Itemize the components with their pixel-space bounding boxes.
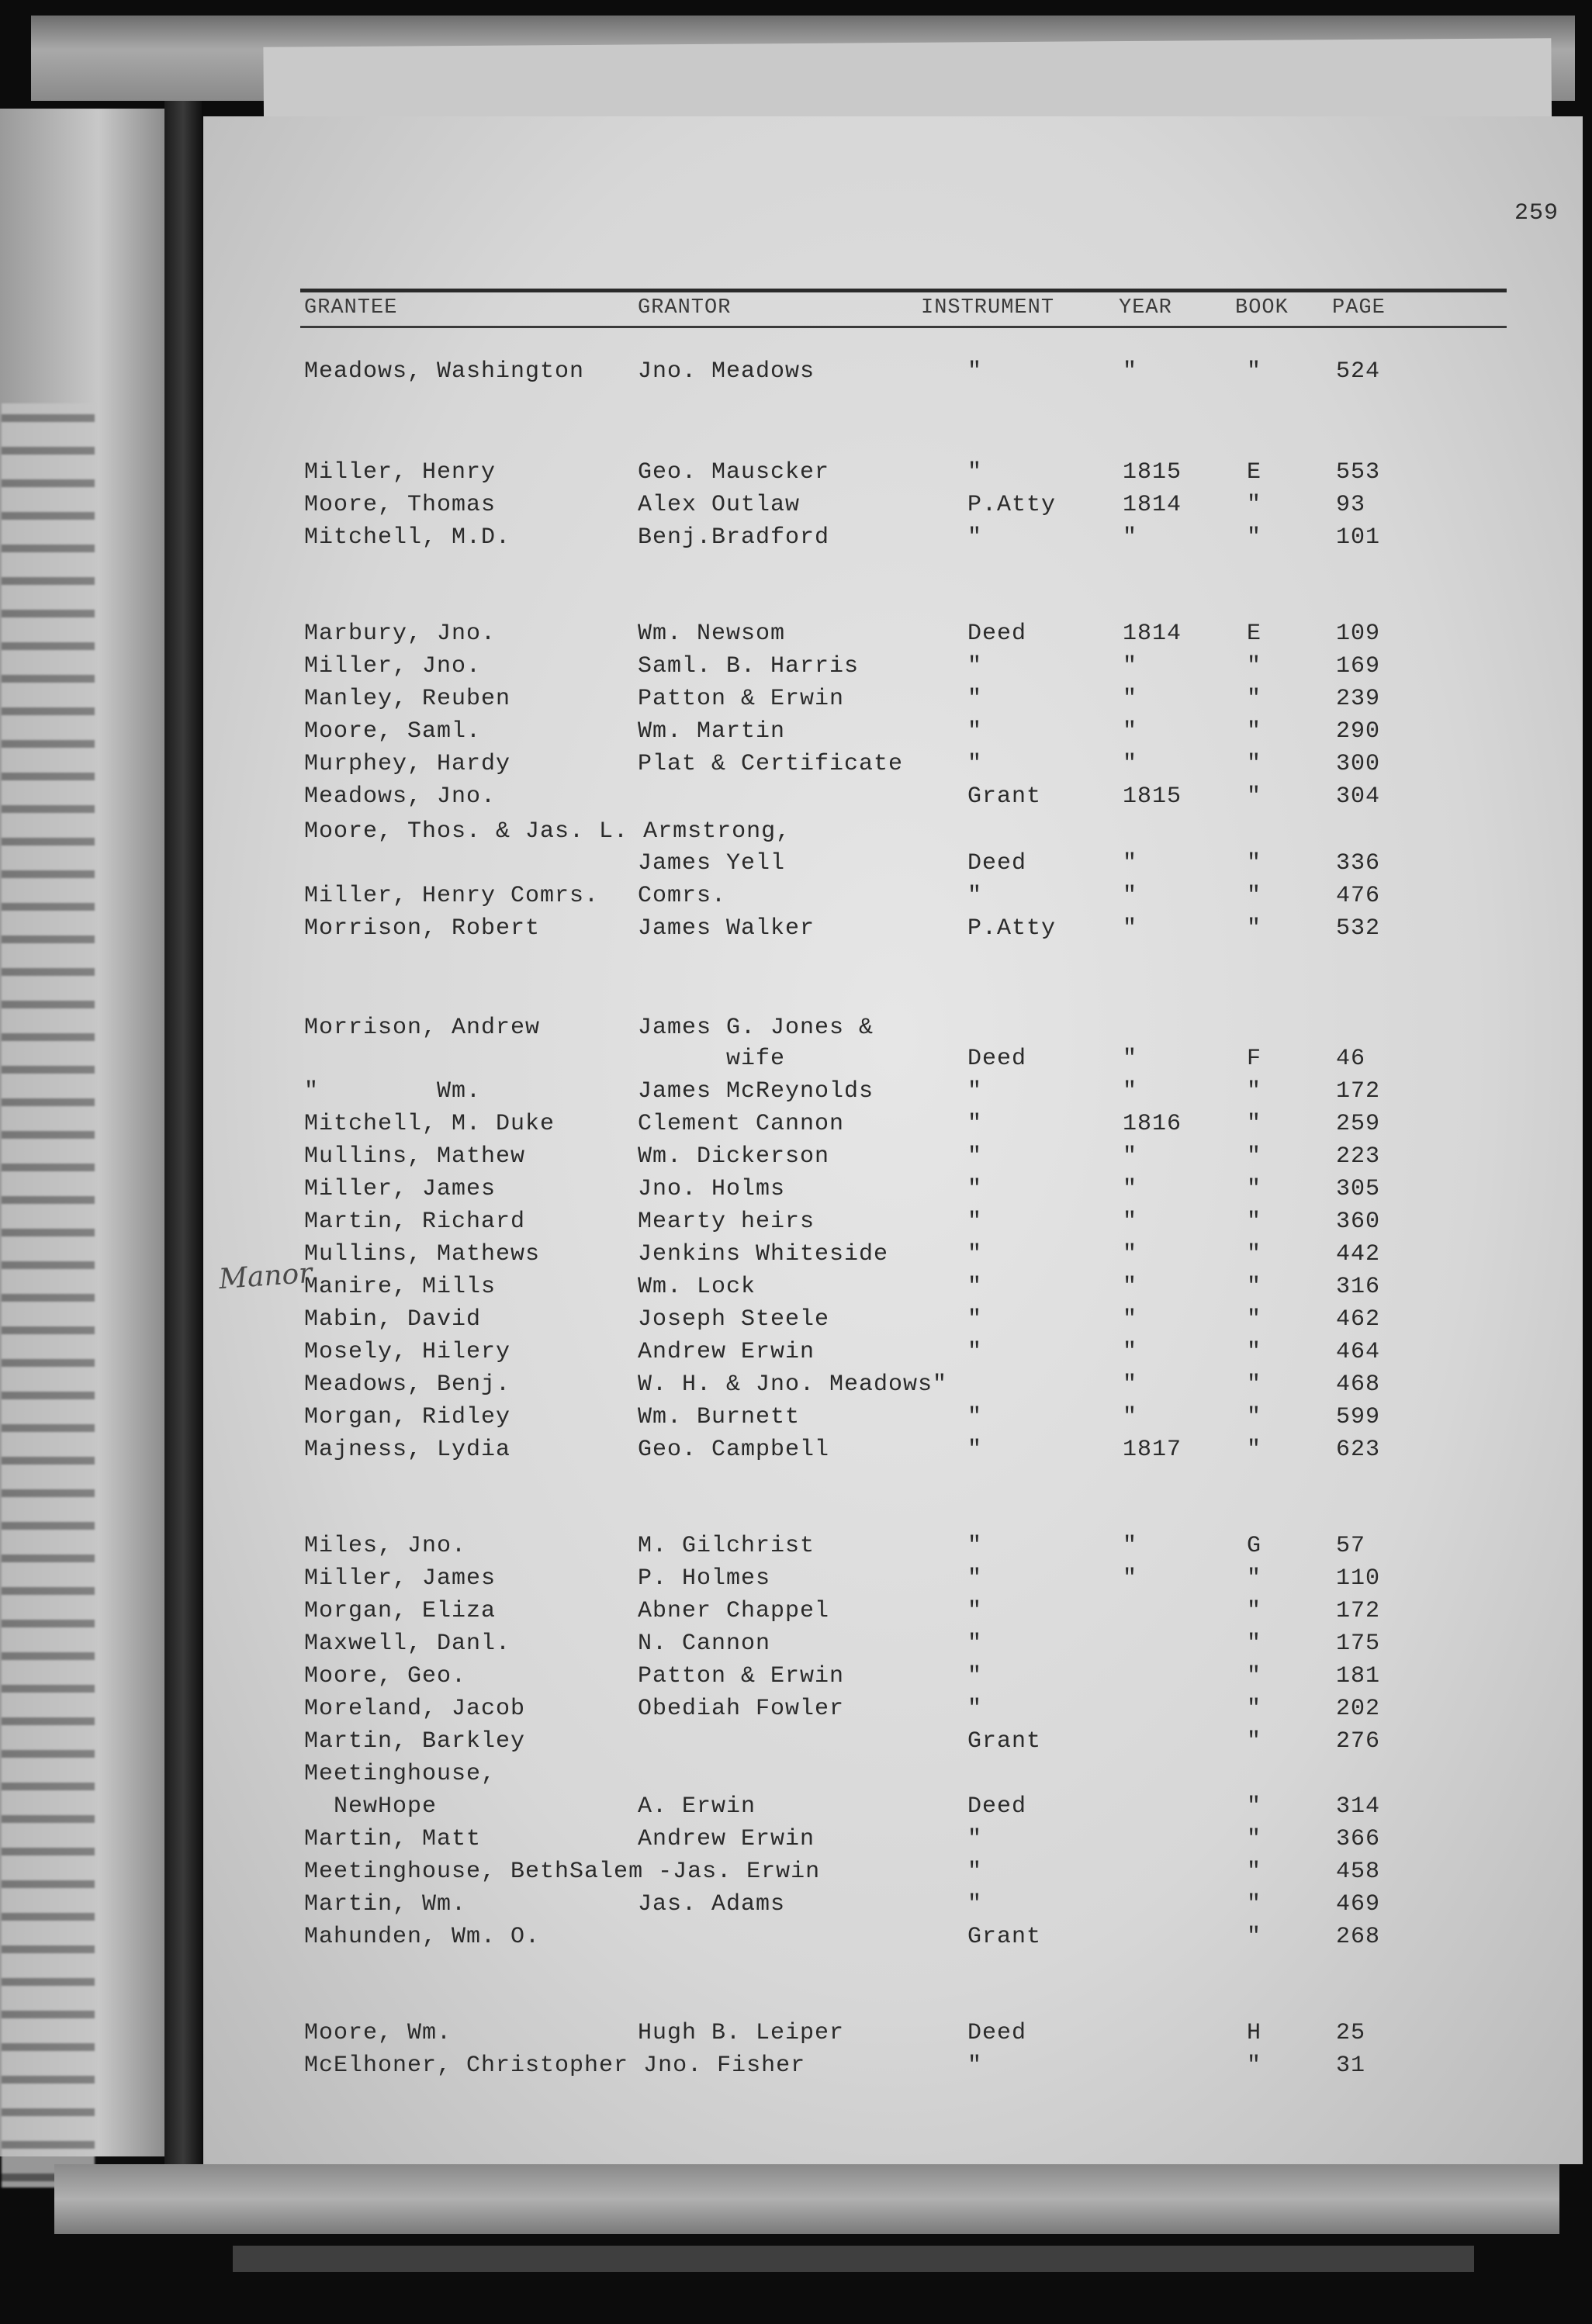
cell-year: " [1123, 1306, 1138, 1333]
cell-instrument: " [967, 883, 983, 909]
cell-page: 109 [1336, 621, 1381, 647]
cell-grantor: Clement Cannon [638, 1111, 845, 1137]
cell-page: 172 [1336, 1598, 1381, 1624]
cell-grantee: Moreland, Jacob [304, 1696, 526, 1722]
cell-grantee: Martin, Wm. [304, 1891, 467, 1918]
cell-grantee: Miller, James [304, 1565, 497, 1592]
cell-grantor: Joseph Steele [638, 1306, 830, 1333]
col-header-instrument: INSTRUMENT [921, 296, 1055, 320]
cell-book: " [1247, 1565, 1262, 1592]
cell-grantee: Mullins, Mathew [304, 1143, 526, 1170]
cell-instrument: " [967, 1891, 983, 1918]
cell-page: 599 [1336, 1404, 1381, 1430]
cell-year: " [1123, 1274, 1138, 1300]
cell-instrument: Grant [967, 783, 1042, 810]
cell-book: E [1247, 459, 1262, 486]
cell-grantee: McElhoner, Christopher Jno. Fisher [304, 2053, 806, 2079]
table-row [203, 1565, 1583, 1596]
table-row [203, 1631, 1583, 1662]
cell-grantor: James Walker [638, 915, 815, 942]
cell-year: " [1123, 1046, 1138, 1072]
cell-grantor: Wm. Martin [638, 718, 786, 745]
cell-grantee: Morrison, Andrew [304, 1015, 541, 1041]
cell-grantor: Wm. Dickerson [638, 1143, 830, 1170]
cell-page: 462 [1336, 1306, 1381, 1333]
cell-year: " [1123, 915, 1138, 942]
cell-instrument: P.Atty [967, 915, 1057, 942]
cell-book: E [1247, 621, 1262, 647]
cell-page: 360 [1336, 1209, 1381, 1235]
cell-year: 1814 [1123, 492, 1182, 518]
cell-instrument: " [967, 1339, 983, 1365]
cell-page: 290 [1336, 718, 1381, 745]
table-row [203, 1533, 1583, 1564]
cell-grantee: Mitchell, M.D. [304, 524, 511, 551]
cell-grantee: Miller, Henry [304, 459, 497, 486]
cell-year: " [1123, 653, 1138, 680]
table-row [203, 1437, 1583, 1468]
cell-grantor: Benj.Bradford [638, 524, 830, 551]
cell-grantor: Comrs. [638, 883, 727, 909]
cell-year: " [1123, 1404, 1138, 1430]
cell-year: " [1123, 1176, 1138, 1202]
cell-instrument: Grant [967, 1728, 1042, 1755]
cell-page: 366 [1336, 1826, 1381, 1852]
cell-book: " [1247, 492, 1262, 518]
table-row [203, 1793, 1583, 1824]
table-row [203, 1891, 1583, 1922]
cell-grantee: NewHope [304, 1793, 438, 1820]
cell-instrument: " [967, 1437, 983, 1463]
cell-page: 239 [1336, 686, 1381, 712]
cell-page: 57 [1336, 1533, 1366, 1559]
cell-grantee: Moore, Thomas [304, 492, 497, 518]
cell-instrument: " [967, 1631, 983, 1657]
cell-grantor: Mearty heirs [638, 1209, 815, 1235]
cell-year: " [1123, 883, 1138, 909]
cell-grantee: Mahunden, Wm. O. [304, 1924, 541, 1950]
table-row [203, 883, 1583, 914]
cell-year: " [1123, 1533, 1138, 1559]
cell-instrument: Deed [967, 1793, 1027, 1820]
cell-instrument: " [967, 2053, 983, 2079]
cell-page: 101 [1336, 524, 1381, 551]
cell-grantor: James G. Jones & [638, 1015, 874, 1041]
cell-instrument: " [967, 1404, 983, 1430]
col-header-year: YEAR [1119, 296, 1172, 320]
cell-grantee: " Wm. [304, 1078, 482, 1105]
cell-grantor: Geo. Mauscker [638, 459, 830, 486]
cell-grantee: Miller, James [304, 1176, 497, 1202]
cell-grantee: Moore, Geo. [304, 1663, 467, 1689]
cell-year: " [1123, 1209, 1138, 1235]
cell-year: " [1123, 1241, 1138, 1267]
cell-grantee: Moore, Saml. [304, 718, 482, 745]
cell-grantor: Wm. Burnett [638, 1404, 801, 1430]
cell-instrument: " [967, 1663, 983, 1689]
cell-page: 532 [1336, 915, 1381, 942]
cell-grantee: Morgan, Eliza [304, 1598, 497, 1624]
cell-book: H [1247, 2020, 1262, 2046]
table-row [203, 1404, 1583, 1435]
cell-book: " [1247, 783, 1262, 810]
table-row [203, 915, 1583, 946]
cell-book: " [1247, 2053, 1262, 2079]
cell-grantor: Obediah Fowler [638, 1696, 845, 1722]
cell-grantor: Andrew Erwin [638, 1826, 815, 1852]
cell-page: 93 [1336, 492, 1366, 518]
cell-page: 202 [1336, 1696, 1381, 1722]
cell-grantee: Majness, Lydia [304, 1437, 511, 1463]
cell-year: " [1123, 1371, 1138, 1398]
table-row [203, 1111, 1583, 1142]
cell-book: " [1247, 1437, 1262, 1463]
cell-grantor: M. Gilchrist [638, 1533, 815, 1559]
cell-book: " [1247, 524, 1262, 551]
cell-year: " [1123, 850, 1138, 877]
col-header-book: BOOK [1235, 296, 1289, 320]
cell-year: 1814 [1123, 621, 1182, 647]
cell-grantee: Martin, Richard [304, 1209, 526, 1235]
cell-book: " [1247, 1274, 1262, 1300]
table-row [203, 1209, 1583, 1240]
cell-grantor: Andrew Erwin [638, 1339, 815, 1365]
table-row [203, 2020, 1583, 2051]
col-header-grantee: GRANTEE [304, 296, 398, 320]
handwritten-margin-note: Manor [217, 1257, 313, 1296]
cell-year: 1816 [1123, 1111, 1182, 1137]
cell-page: 169 [1336, 653, 1381, 680]
cell-page: 276 [1336, 1728, 1381, 1755]
cell-book: " [1247, 1793, 1262, 1820]
cell-instrument: " [967, 358, 983, 385]
cell-instrument: " [967, 459, 983, 486]
cell-grantor: Hugh B. Leiper [638, 2020, 845, 2046]
cell-grantee: Martin, Barkley [304, 1728, 526, 1755]
cell-book: " [1247, 1598, 1262, 1624]
cell-instrument: " [967, 1859, 983, 1885]
cell-instrument: " [967, 1143, 983, 1170]
cell-grantee: Meetinghouse, BethSalem -Jas. Erwin [304, 1859, 821, 1885]
cell-book: G [1247, 1533, 1262, 1559]
cell-instrument: Deed [967, 2020, 1027, 2046]
cell-year: " [1123, 751, 1138, 777]
table-row [203, 1728, 1583, 1759]
cell-grantor: Jno. Holms [638, 1176, 786, 1202]
table-row [203, 1696, 1583, 1727]
document-content [203, 116, 1583, 2164]
cell-book: " [1247, 1696, 1262, 1722]
book-binding [164, 101, 202, 2164]
cell-grantor: N. Cannon [638, 1631, 771, 1657]
cell-page: 469 [1336, 1891, 1381, 1918]
cell-instrument: " [967, 1209, 983, 1235]
table-row [203, 2053, 1583, 2084]
cell-book: " [1247, 915, 1262, 942]
cell-year: " [1123, 1143, 1138, 1170]
cell-page: 524 [1336, 358, 1381, 385]
table-row [203, 1046, 1583, 1077]
cell-grantor: Plat & Certificate [638, 751, 904, 777]
cell-grantee: Mabin, David [304, 1306, 482, 1333]
cell-instrument: " [967, 1078, 983, 1105]
cell-book: " [1247, 358, 1262, 385]
cell-year: " [1123, 1078, 1138, 1105]
cell-instrument: Deed [967, 850, 1027, 877]
cell-grantor: wife [638, 1046, 786, 1072]
table-row [203, 653, 1583, 684]
cell-page: 476 [1336, 883, 1381, 909]
table-row [203, 1371, 1583, 1402]
cell-instrument: " [967, 1565, 983, 1592]
cell-instrument: " [967, 1306, 983, 1333]
cell-book: " [1247, 718, 1262, 745]
cell-instrument: " [967, 751, 983, 777]
cell-page: 464 [1336, 1339, 1381, 1365]
cell-book: " [1247, 653, 1262, 680]
cell-book: " [1247, 1176, 1262, 1202]
table-row [203, 1015, 1583, 1046]
cell-page: 314 [1336, 1793, 1381, 1820]
col-header-grantor: GRANTOR [638, 296, 732, 320]
table-row [203, 1761, 1583, 1792]
ledger-page [203, 116, 1583, 2164]
cell-book: " [1247, 1891, 1262, 1918]
table-row [203, 850, 1583, 881]
cell-page: 623 [1336, 1437, 1381, 1463]
cell-grantee: Meadows, Jno. [304, 783, 497, 810]
cell-year: 1815 [1123, 783, 1182, 810]
cell-instrument: " [967, 1176, 983, 1202]
cell-grantor: James McReynolds [638, 1078, 874, 1105]
cell-grantor: W. H. & Jno. Meadows" [638, 1371, 948, 1398]
table-row [203, 1176, 1583, 1207]
table-row [203, 621, 1583, 652]
cell-grantor: P. Holmes [638, 1565, 771, 1592]
table-row [203, 1306, 1583, 1337]
cell-grantee: Manley, Reuben [304, 686, 511, 712]
cell-instrument: " [967, 1274, 983, 1300]
cell-grantee: Miles, Jno. [304, 1533, 467, 1559]
cell-page: 181 [1336, 1663, 1381, 1689]
cell-grantor: Saml. B. Harris [638, 653, 860, 680]
previous-page-edge [0, 109, 164, 2156]
cell-book: " [1247, 1631, 1262, 1657]
cell-page: 46 [1336, 1046, 1366, 1072]
cell-grantor: Patton & Erwin [638, 686, 845, 712]
cell-grantee: Miller, Henry Comrs. [304, 883, 600, 909]
cell-instrument: " [967, 1241, 983, 1267]
cell-grantee: Meadows, Benj. [304, 1371, 511, 1398]
cell-grantee: Meadows, Washington [304, 358, 585, 385]
cell-year: " [1123, 524, 1138, 551]
cell-grantor: Jas. Adams [638, 1891, 786, 1918]
cell-grantee: Mullins, Mathews [304, 1241, 541, 1267]
cell-book: " [1247, 1728, 1262, 1755]
cell-book: " [1247, 1241, 1262, 1267]
cell-grantee: Mitchell, M. Duke [304, 1111, 555, 1137]
table-row [203, 1924, 1583, 1955]
table-row [203, 1598, 1583, 1629]
cell-grantee: Miller, Jno. [304, 653, 482, 680]
cell-year: " [1123, 718, 1138, 745]
cell-instrument: " [967, 686, 983, 712]
microfilm-bottom-border [54, 2164, 1559, 2234]
cell-page: 304 [1336, 783, 1381, 810]
cell-book: " [1247, 1924, 1262, 1950]
cell-page: 305 [1336, 1176, 1381, 1202]
cell-page: 442 [1336, 1241, 1381, 1267]
previous-page-text-blur [2, 403, 95, 2187]
cell-year: 1817 [1123, 1437, 1182, 1463]
cell-book: " [1247, 751, 1262, 777]
cell-book: " [1247, 1306, 1262, 1333]
cell-page: 458 [1336, 1859, 1381, 1885]
table-row [203, 1663, 1583, 1694]
table-row [203, 1274, 1583, 1305]
cell-grantor: Patton & Erwin [638, 1663, 845, 1689]
cell-book: " [1247, 1826, 1262, 1852]
table-row [203, 818, 1583, 849]
cell-instrument: " [967, 524, 983, 551]
cell-book: " [1247, 850, 1262, 877]
cell-instrument: " [967, 718, 983, 745]
cell-year: " [1123, 686, 1138, 712]
table-row [203, 751, 1583, 782]
ledger-table [203, 116, 1583, 2164]
cell-page: 172 [1336, 1078, 1381, 1105]
cell-page: 110 [1336, 1565, 1381, 1592]
table-row [203, 1826, 1583, 1857]
cell-instrument: " [967, 1826, 983, 1852]
cell-year: " [1123, 358, 1138, 385]
cell-book: F [1247, 1046, 1262, 1072]
cell-grantee: Moore, Wm. [304, 2020, 452, 2046]
cell-book: " [1247, 686, 1262, 712]
cell-page: 300 [1336, 751, 1381, 777]
cell-grantee: Mosely, Hilery [304, 1339, 511, 1365]
cell-year: " [1123, 1339, 1138, 1365]
table-row [203, 492, 1583, 523]
cell-book: " [1247, 1663, 1262, 1689]
cell-page: 175 [1336, 1631, 1381, 1657]
cell-year: " [1123, 1565, 1138, 1592]
table-row [203, 1241, 1583, 1272]
cell-page: 468 [1336, 1371, 1381, 1398]
cell-book: " [1247, 1859, 1262, 1885]
cell-instrument: " [967, 1111, 983, 1137]
cell-grantee: Murphey, Hardy [304, 751, 511, 777]
cell-grantor: Wm. Newsom [638, 621, 786, 647]
cell-grantee: Meetinghouse, [304, 1761, 497, 1787]
cell-page: 25 [1336, 2020, 1366, 2046]
cell-page: 31 [1336, 2053, 1366, 2079]
cell-instrument: " [967, 1598, 983, 1624]
cell-book: " [1247, 1339, 1262, 1365]
cell-instrument: " [967, 1533, 983, 1559]
cell-book: " [1247, 1404, 1262, 1430]
cell-book: " [1247, 1209, 1262, 1235]
cell-book: " [1247, 1143, 1262, 1170]
table-row [203, 686, 1583, 717]
cell-grantor: Abner Chappel [638, 1598, 830, 1624]
cell-grantee: Manire, Mills [304, 1274, 497, 1300]
cell-grantee: Morrison, Robert [304, 915, 541, 942]
cell-instrument: Grant [967, 1924, 1042, 1950]
cell-grantor: Jno. Meadows [638, 358, 815, 385]
cell-book: " [1247, 883, 1262, 909]
cell-grantor: Jenkins Whiteside [638, 1241, 889, 1267]
cell-page: 259 [1336, 1111, 1381, 1137]
cell-page: 316 [1336, 1274, 1381, 1300]
cell-grantor: A. Erwin [638, 1793, 756, 1820]
cell-year: 1815 [1123, 459, 1182, 486]
table-row [203, 1078, 1583, 1109]
cell-book: " [1247, 1371, 1262, 1398]
cell-page: 336 [1336, 850, 1381, 877]
cell-instrument: Deed [967, 1046, 1027, 1072]
table-row [203, 1859, 1583, 1890]
cell-grantee: Morgan, Ridley [304, 1404, 511, 1430]
table-row [203, 524, 1583, 555]
cell-instrument: " [967, 653, 983, 680]
cell-page: 553 [1336, 459, 1381, 486]
cell-instrument: P.Atty [967, 492, 1057, 518]
table-row [203, 718, 1583, 749]
cell-grantee: Marbury, Jno. [304, 621, 497, 647]
cell-grantee: Moore, Thos. & Jas. L. Armstrong, [304, 818, 791, 845]
table-row [203, 1143, 1583, 1174]
cell-book: " [1247, 1111, 1262, 1137]
cell-instrument: " [967, 1696, 983, 1722]
microfilm-bottom-shadow [233, 2246, 1474, 2272]
col-header-page: PAGE [1332, 296, 1386, 320]
cell-grantor: James Yell [638, 850, 786, 877]
page-number: 259 [1514, 200, 1559, 227]
cell-grantor: Wm. Lock [638, 1274, 756, 1300]
table-row [203, 358, 1583, 389]
table-row [203, 1339, 1583, 1370]
table-row [203, 783, 1583, 814]
table-row [203, 459, 1583, 490]
cell-page: 223 [1336, 1143, 1381, 1170]
cell-grantee: Maxwell, Danl. [304, 1631, 511, 1657]
cell-instrument: Deed [967, 621, 1027, 647]
cell-grantee: Martin, Matt [304, 1826, 482, 1852]
cell-book: " [1247, 1078, 1262, 1105]
cell-grantor: Geo. Campbell [638, 1437, 830, 1463]
cell-grantor: Alex Outlaw [638, 492, 801, 518]
cell-page: 268 [1336, 1924, 1381, 1950]
